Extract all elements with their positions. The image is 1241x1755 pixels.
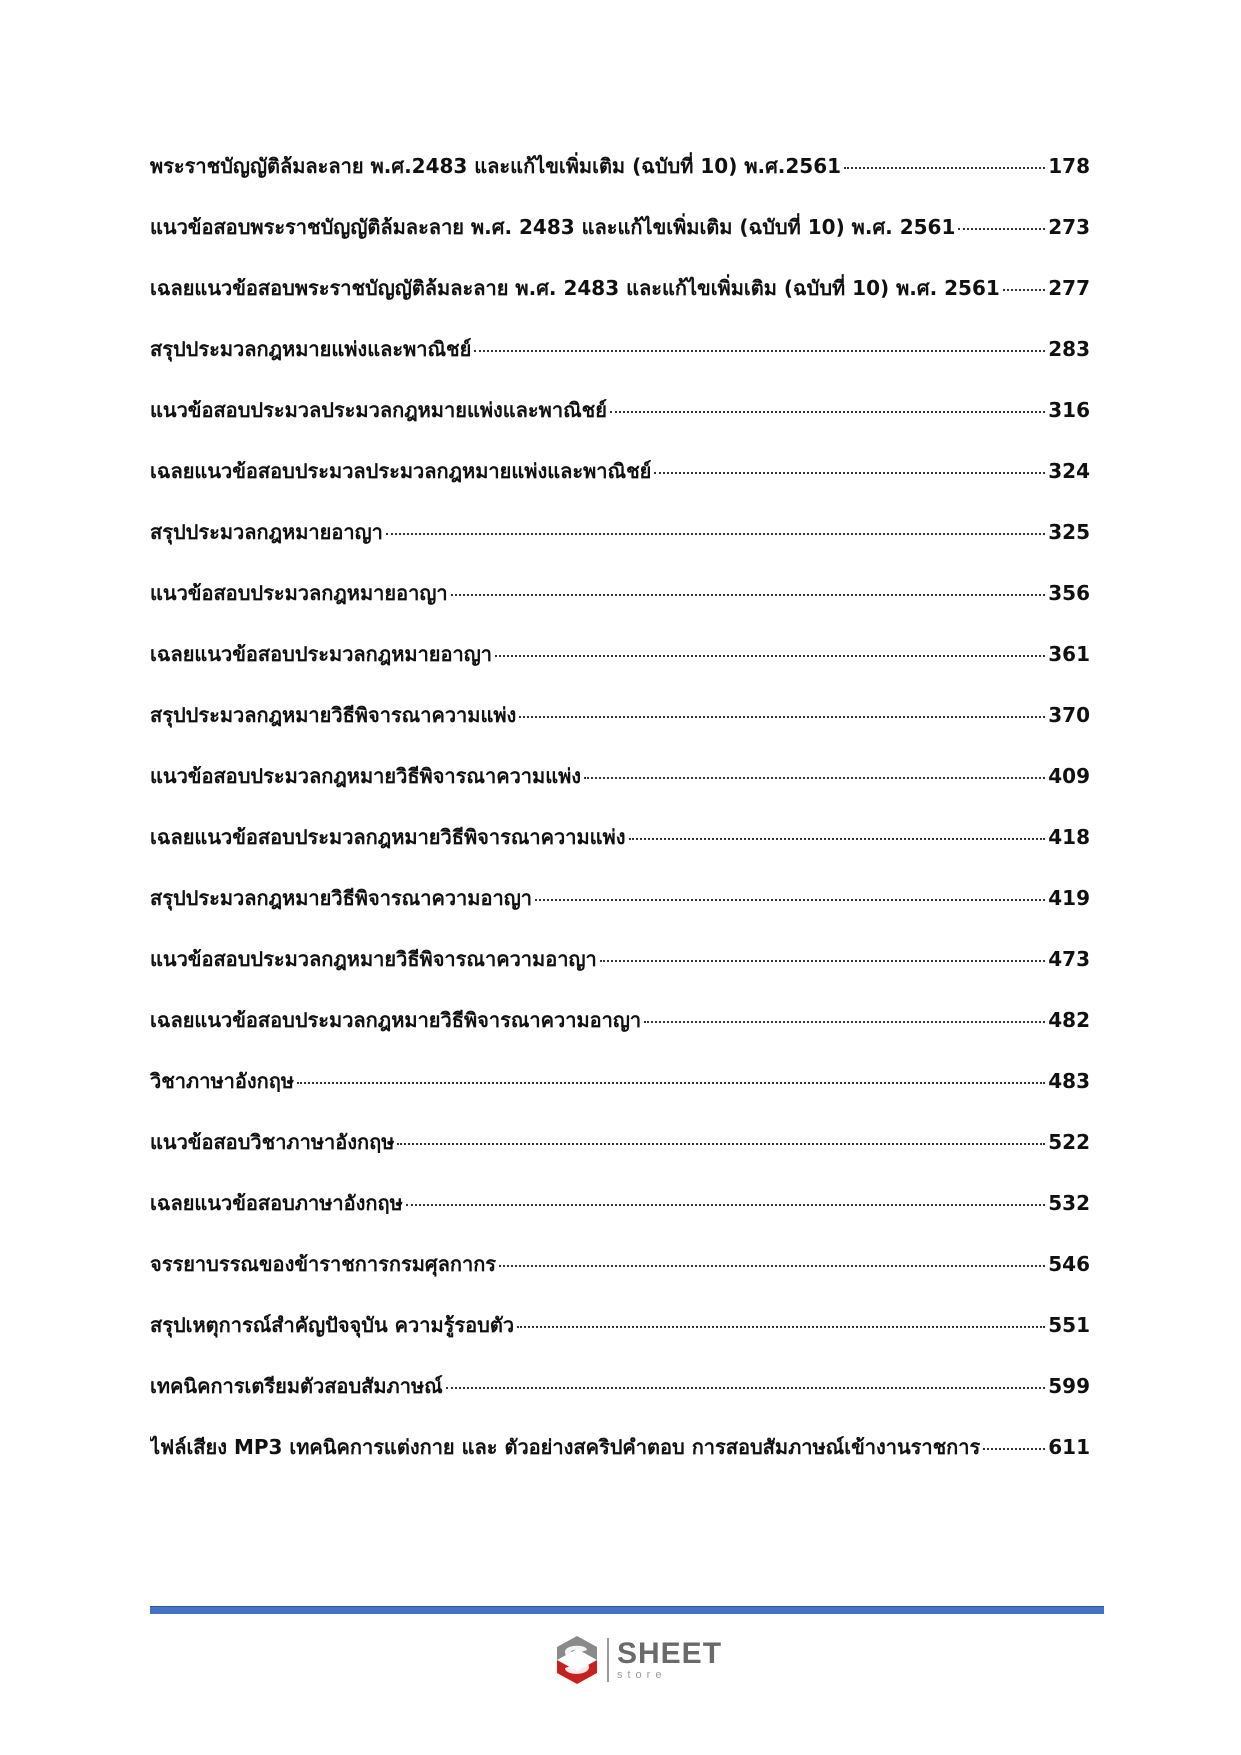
- toc-entry-title: เฉลยแนวข้อสอบประมวลกฎหมายวิธีพิจารณาความอาญา: [150, 1008, 642, 1032]
- toc-entry-title: เฉลยแนวข้อสอบประมวลกฎหมายวิธีพิจารณาความแพ่ง: [150, 825, 626, 849]
- toc-entry-title: เฉลยแนวข้อสอบประมวลประมวลกฎหมายแพ่งและพาณิชย์: [150, 459, 652, 483]
- toc-leader-dots: [517, 1326, 1045, 1328]
- toc-entry-page: 283: [1048, 337, 1090, 361]
- toc-leader-dots: [446, 1387, 1046, 1389]
- toc-entry[interactable]: [150, 1431, 1090, 1492]
- toc-entry[interactable]: [150, 1248, 1090, 1309]
- toc-leader-dots: [499, 1265, 1045, 1267]
- logo-subtitle: store: [617, 1669, 667, 1681]
- toc-entry-page: 419: [1048, 886, 1090, 910]
- toc-entry-page: 522: [1048, 1130, 1090, 1154]
- toc-entry[interactable]: [150, 882, 1090, 943]
- toc-entry-title: สรุปประมวลกฎหมายแพ่งและพาณิชย์: [150, 337, 472, 361]
- toc-entry[interactable]: [150, 150, 1090, 211]
- toc-leader-dots: [600, 960, 1046, 962]
- toc-leader-dots: [983, 1448, 1045, 1450]
- toc-entry[interactable]: [150, 821, 1090, 882]
- toc-entry-page: 418: [1048, 825, 1090, 849]
- toc-entry-page: 546: [1048, 1252, 1090, 1276]
- toc-entry-page: 361: [1048, 642, 1090, 666]
- toc-entry-title: แนวข้อสอบวิชาภาษาอังกฤษ: [150, 1130, 395, 1154]
- logo-separator: [607, 1638, 609, 1682]
- toc-entry[interactable]: [150, 1126, 1090, 1187]
- toc-leader-dots: [629, 838, 1046, 840]
- toc-entry-title: แนวข้อสอบประมวลประมวลกฎหมายแพ่งและพาณิชย์: [150, 398, 607, 422]
- toc-entry-page: 370: [1048, 703, 1090, 727]
- toc-entry-title: แนวข้อสอบพระราชบัญญัติล้มละลาย พ.ศ. 2483 และแก้ไขเพิ่มเติม (ฉบับที่ 10) พ.ศ. 2561: [150, 215, 956, 239]
- logo-text: [617, 1639, 722, 1681]
- sheet-store-logo: [553, 1634, 722, 1686]
- toc-entry-page: 409: [1048, 764, 1090, 788]
- toc-entry[interactable]: [150, 1065, 1090, 1126]
- toc-entry[interactable]: [150, 272, 1090, 333]
- toc-entry-title: สรุปเหตุการณ์สำคัญปัจจุบัน ความรู้รอบตัว: [150, 1313, 515, 1337]
- toc-leader-dots: [397, 1143, 1045, 1145]
- toc-leader-dots: [495, 655, 1045, 657]
- toc-entry-title: เทคนิคการเตรียมตัวสอบสัมภาษณ์: [150, 1374, 443, 1398]
- toc-entry-page: 273: [1048, 215, 1090, 239]
- toc-entry[interactable]: [150, 394, 1090, 455]
- toc-entry-page: 599: [1048, 1374, 1090, 1398]
- toc-entry-page: 551: [1048, 1313, 1090, 1337]
- toc-entry[interactable]: [150, 1187, 1090, 1248]
- toc-entry[interactable]: [150, 699, 1090, 760]
- toc-leader-dots: [644, 1021, 1045, 1023]
- toc-entry-page: 324: [1048, 459, 1090, 483]
- toc-leader-dots: [584, 777, 1045, 779]
- toc-entry-title: พระราชบัญญัติล้มละลาย พ.ศ.2483 และแก้ไขเพิ่มเติม (ฉบับที่ 10) พ.ศ.2561: [150, 154, 842, 178]
- toc-leader-dots: [386, 533, 1045, 535]
- toc-entry-page: 482: [1048, 1008, 1090, 1032]
- footer-divider: [150, 1606, 1104, 1614]
- toc-entry[interactable]: [150, 943, 1090, 1004]
- toc-entry-page: 277: [1048, 276, 1090, 300]
- toc-entry-page: 532: [1048, 1191, 1090, 1215]
- toc-entry-title: สรุปประมวลกฎหมายวิธีพิจารณาความแพ่ง: [150, 703, 517, 727]
- toc-entry[interactable]: [150, 1370, 1090, 1431]
- logo-wordmark: SHEET: [617, 1637, 723, 1670]
- toc-entry-title: วิชาภาษาอังกฤษ: [150, 1069, 295, 1093]
- toc-entry[interactable]: [150, 1309, 1090, 1370]
- toc-entry[interactable]: [150, 1004, 1090, 1065]
- toc-leader-dots: [406, 1204, 1045, 1206]
- toc-leader-dots: [654, 472, 1045, 474]
- toc-leader-dots: [535, 899, 1045, 901]
- sheet-store-s-logo-icon: [553, 1634, 601, 1686]
- toc-leader-dots: [958, 228, 1045, 230]
- table-of-contents: [150, 150, 1090, 1492]
- toc-entry-title: แนวข้อสอบประมวลกฎหมายวิธีพิจารณาความแพ่ง: [150, 764, 582, 788]
- toc-entry[interactable]: [150, 455, 1090, 516]
- toc-leader-dots: [451, 594, 1046, 596]
- toc-entry-title: เฉลยแนวข้อสอบประมวลกฎหมายอาญา: [150, 642, 493, 666]
- toc-entry[interactable]: [150, 516, 1090, 577]
- toc-entry-page: 325: [1048, 520, 1090, 544]
- toc-entry-page: 483: [1048, 1069, 1090, 1093]
- toc-entry-title: ไฟล์เสียง MP3 เทคนิคการแต่งกาย และ ตัวอย่างสคริปคำตอบ การสอบสัมภาษณ์เข้างานราชการ: [150, 1435, 981, 1459]
- toc-leader-dots: [1003, 289, 1045, 291]
- toc-entry[interactable]: [150, 638, 1090, 699]
- toc-entry-title: เฉลยแนวข้อสอบภาษาอังกฤษ: [150, 1191, 403, 1215]
- toc-entry-page: 611: [1048, 1435, 1090, 1459]
- toc-leader-dots: [297, 1082, 1045, 1084]
- toc-entry-title: แนวข้อสอบประมวลกฎหมายวิธีพิจารณาความอาญา: [150, 947, 597, 971]
- toc-entry-title: สรุปประมวลกฎหมายอาญา: [150, 520, 383, 544]
- toc-entry[interactable]: [150, 577, 1090, 638]
- toc-leader-dots: [844, 167, 1045, 169]
- toc-leader-dots: [519, 716, 1045, 718]
- toc-entry[interactable]: [150, 211, 1090, 272]
- toc-entry-title: แนวข้อสอบประมวลกฎหมายอาญา: [150, 581, 448, 605]
- toc-entry-page: 356: [1048, 581, 1090, 605]
- toc-entry-title: เฉลยแนวข้อสอบพระราชบัญญัติล้มละลาย พ.ศ. 2483 และแก้ไขเพิ่มเติม (ฉบับที่ 10) พ.ศ. 2561: [150, 276, 1000, 300]
- toc-entry-title: สรุปประมวลกฎหมายวิธีพิจารณาความอาญา: [150, 886, 532, 910]
- toc-leader-dots: [474, 350, 1045, 352]
- toc-entry-page: 178: [1048, 154, 1090, 178]
- toc-entry-title: จรรยาบรรณของข้าราชการกรมศุลกากร: [150, 1252, 497, 1276]
- toc-entry[interactable]: [150, 333, 1090, 394]
- toc-entry[interactable]: [150, 760, 1090, 821]
- toc-leader-dots: [610, 411, 1045, 413]
- toc-entry-page: 473: [1048, 947, 1090, 971]
- toc-entry-page: 316: [1048, 398, 1090, 422]
